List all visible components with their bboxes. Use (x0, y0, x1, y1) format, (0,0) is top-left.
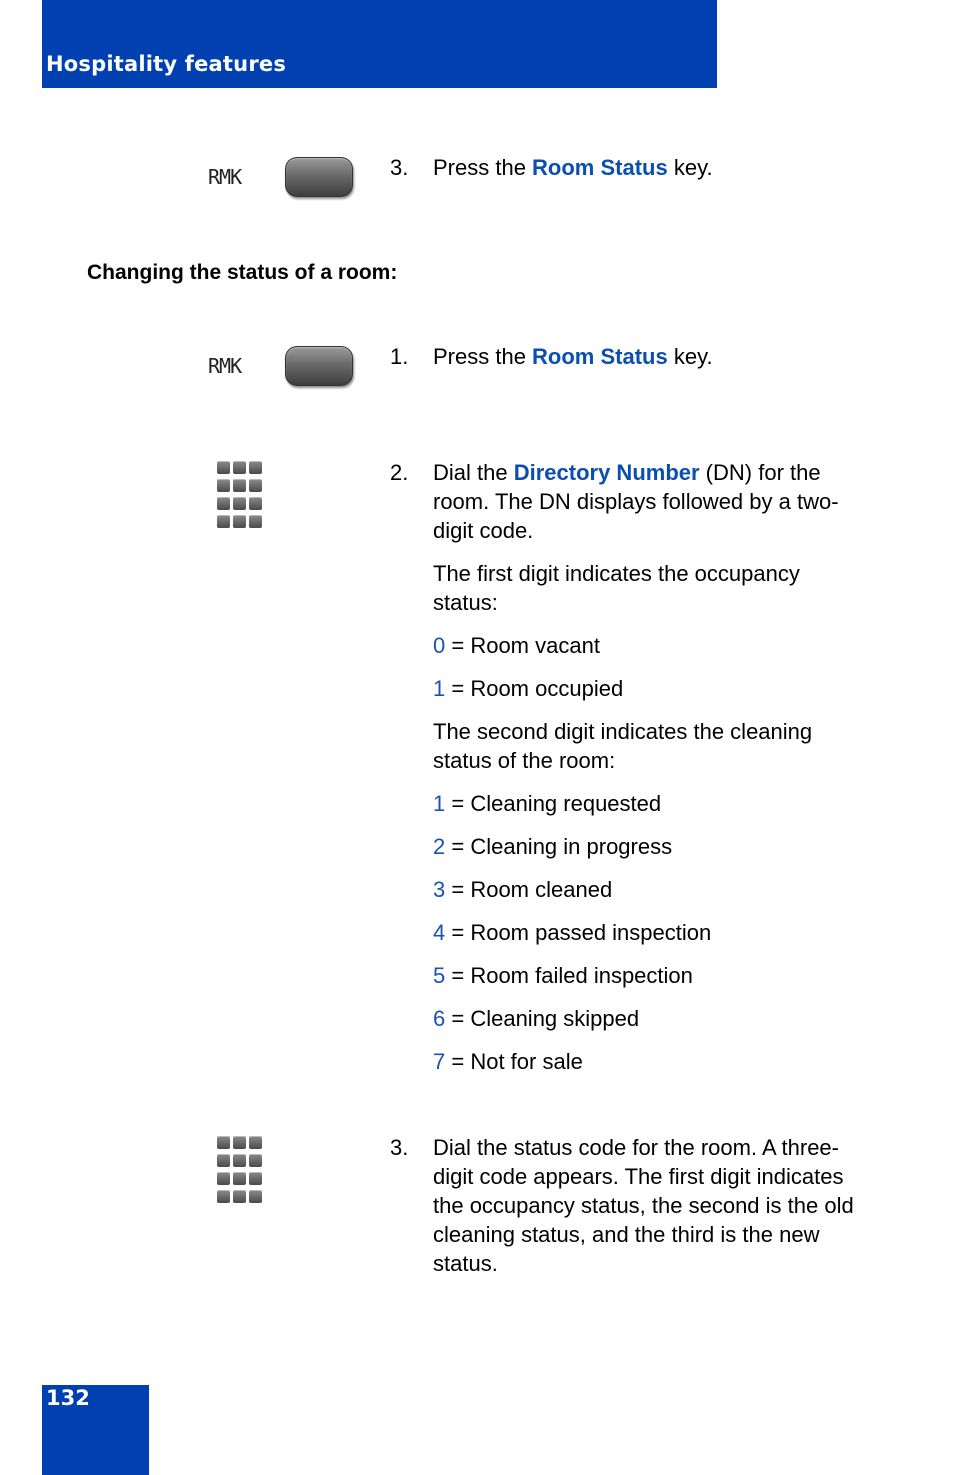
step-body (433, 153, 870, 182)
directory-number-term: Directory Number (513, 460, 700, 485)
code-item (433, 918, 870, 947)
code-digit: 5 (433, 963, 446, 988)
code-digit: 3 (433, 877, 446, 902)
code-item (433, 1047, 870, 1076)
dialpad-icon (217, 461, 262, 528)
code-desc: = Room occupied (445, 676, 624, 701)
text-part: key. (667, 155, 713, 180)
code-desc: = Room vacant (445, 633, 600, 658)
step-press-room-status (390, 342, 870, 371)
step-text (433, 342, 870, 371)
code-item (433, 631, 870, 660)
code-desc: = Not for sale (445, 1049, 583, 1074)
key-name: Room Status (532, 155, 668, 180)
room-status-softkey-icon (285, 157, 353, 197)
code-item (433, 1004, 870, 1033)
code-desc: = Room cleaned (445, 877, 613, 902)
step-dial-status-code (390, 1133, 870, 1278)
text-part: key. (667, 344, 713, 369)
section-heading: Changing the status of a room: (87, 261, 398, 284)
code-item (433, 832, 870, 861)
code-item (433, 961, 870, 990)
step-text (433, 458, 870, 545)
step-number: 1. (390, 344, 409, 369)
code-digit: 1 (433, 791, 446, 816)
code-item (433, 674, 870, 703)
code-item (433, 789, 870, 818)
room-status-softkey-icon (285, 346, 353, 386)
page-number: 132 (46, 1386, 90, 1410)
step-body (433, 342, 870, 371)
text-part: Dial the (433, 460, 514, 485)
cleaning-intro: The second digit indicates the cleaning status of the room: (433, 719, 813, 773)
step-body (433, 1133, 870, 1278)
page-header-title: Hospitality features (46, 52, 287, 76)
code-desc: = Cleaning requested (445, 791, 662, 816)
softkey-label-rmk: RMK (208, 165, 242, 189)
step-number: 3. (390, 1135, 409, 1160)
step-text: Dial the status code for the room. A three-digit code appears. The first digit indicates the occupancy status, the second is the old cleaning status, and the third is the new status. (433, 1135, 854, 1276)
occupancy-intro: The first digit indicates the occupancy status: (433, 561, 800, 615)
code-digit: 4 (433, 920, 446, 945)
code-desc: = Room failed inspection (445, 963, 693, 988)
step-text (433, 153, 870, 182)
code-desc: = Room passed inspection (445, 920, 712, 945)
softkey-label-rmk: RMK (208, 354, 242, 378)
code-digit: 0 (433, 633, 446, 658)
code-digit: 1 (433, 676, 446, 701)
text-part: Press the (433, 344, 533, 369)
code-desc: = Cleaning skipped (445, 1006, 640, 1031)
code-desc: = Cleaning in progress (445, 834, 673, 859)
text-part: Press the (433, 155, 533, 180)
text-part: (DN) for the room. The DN displays followed by a two-digit code. (433, 460, 839, 543)
code-digit: 7 (433, 1049, 446, 1074)
dialpad-icon (217, 1136, 262, 1203)
code-digit: 2 (433, 834, 446, 859)
key-name: Room Status (532, 344, 668, 369)
step-body (433, 458, 870, 1076)
step-number: 3. (390, 155, 409, 180)
step-dial-dn (390, 458, 870, 1076)
step-number: 2. (390, 460, 409, 485)
step-press-room-status (390, 153, 870, 182)
code-digit: 6 (433, 1006, 446, 1031)
code-item (433, 875, 870, 904)
